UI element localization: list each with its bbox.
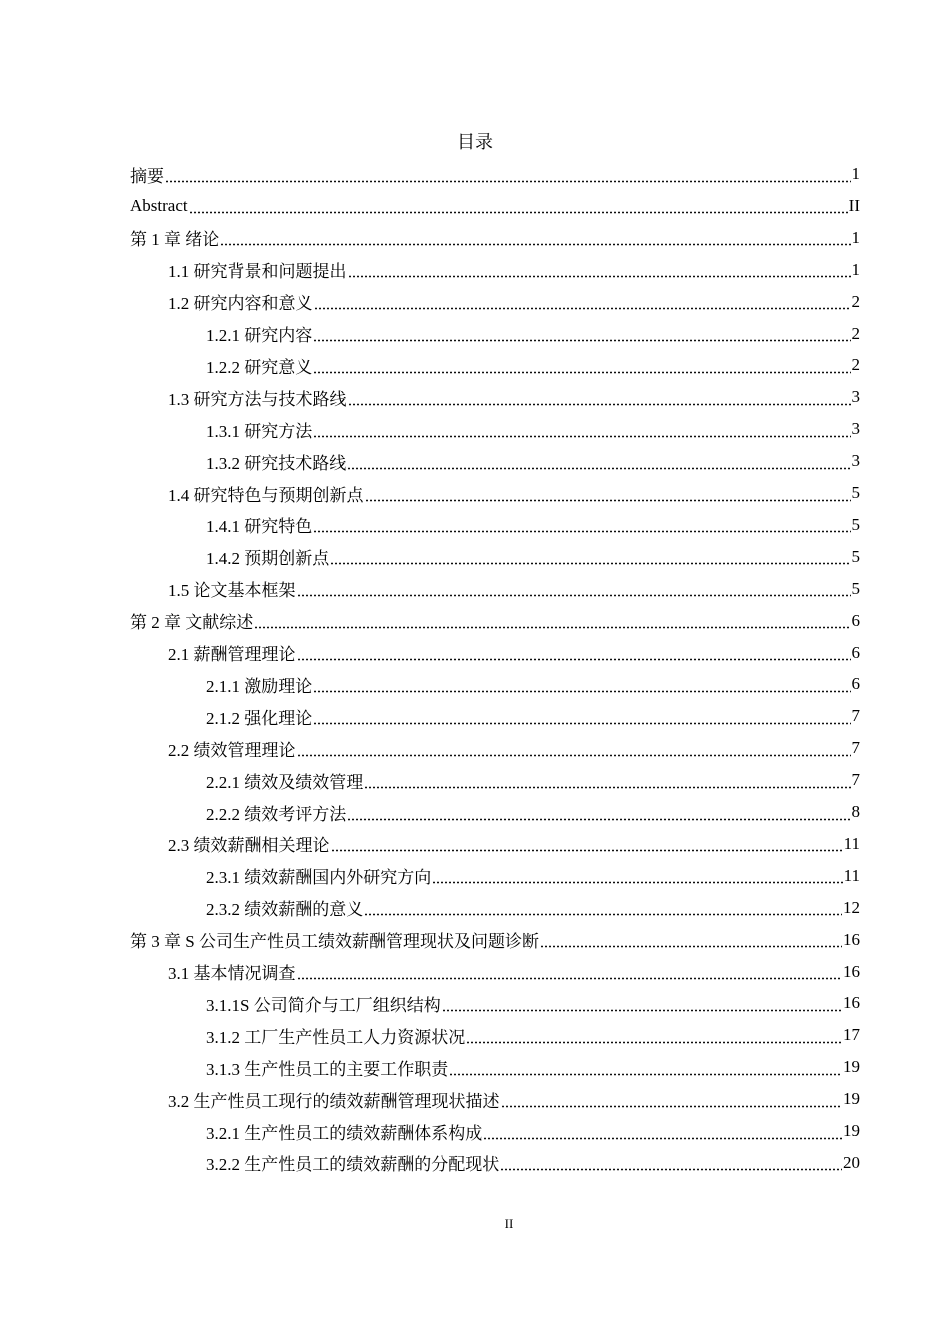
toc-entry-level-2[interactable] (168, 381, 860, 413)
toc-entry-page-number: II (848, 195, 860, 215)
toc-dot-leader (347, 453, 850, 470)
toc-dot-leader (313, 357, 850, 374)
toc-entry-title: 第 3 章 S 公司生产性员工绩效薪酬管理现状及问题诊断 (130, 932, 539, 952)
toc-entry-level-3[interactable] (206, 668, 860, 700)
toc-entry-title: 3.1.1S 公司简介与工厂组织结构 (206, 995, 441, 1015)
toc-dot-leader (330, 548, 850, 565)
toc-entry-page-number: 20 (843, 1152, 860, 1172)
toc-entry-title: 2.1.1 激励理论 (206, 676, 313, 696)
toc-entry-page-number: 8 (851, 802, 860, 821)
toc-entry-level-1[interactable] (130, 222, 860, 254)
toc-entry-level-1[interactable] (130, 924, 860, 956)
toc-entry-level-2[interactable] (168, 477, 860, 509)
toc-entry-page-number: 7 (851, 770, 860, 790)
toc-entry-title: 3.1 基本情况调查 (168, 964, 296, 983)
toc-dot-leader (165, 166, 851, 183)
toc-entry-page-number: 12 (843, 897, 860, 917)
toc-entry-page-number: 3 (851, 451, 860, 471)
toc-entry-title: 1.2.1 研究内容 (206, 326, 313, 345)
toc-entry-level-2[interactable] (168, 254, 860, 286)
toc-dot-leader (348, 261, 851, 278)
toc-entry-page-number: 5 (851, 483, 860, 502)
toc-dot-leader (313, 325, 850, 342)
toc-dot-leader (500, 1154, 842, 1171)
toc-entry-title: 3.2 生产性员工现行的绩效薪酬管理现状描述 (168, 1091, 500, 1111)
toc-entry-title: 1.3.2 研究技术路线 (206, 453, 347, 473)
toc-entry-page-number: 6 (851, 610, 860, 630)
toc-entry-page-number: 11 (843, 833, 860, 853)
toc-entry-page-number: 17 (843, 1025, 860, 1045)
toc-entry-level-3[interactable] (206, 509, 860, 541)
toc-entry-page-number: 5 (851, 578, 860, 598)
toc-entry-page-number: 19 (843, 1121, 860, 1140)
toc-dot-leader (313, 421, 850, 438)
toc-entry-page-number: 3 (851, 419, 860, 439)
toc-entry-level-3[interactable] (206, 318, 860, 350)
toc-entry-level-3[interactable] (206, 987, 860, 1019)
toc-entry-page-number: 2 (851, 355, 860, 375)
toc-entry-title: 2.2.1 绩效及绩效管理 (206, 772, 364, 792)
toc-entry-page-number: 2 (851, 291, 860, 311)
toc-dot-leader (189, 197, 848, 214)
toc-dot-leader (501, 1091, 843, 1108)
toc-dot-leader (442, 995, 842, 1012)
page-number-footer: II (504, 1216, 514, 1231)
toc-entry-title: 2.2 绩效管理理论 (168, 740, 296, 760)
toc-entry-title: 1.1 研究背景和问题提出 (168, 262, 347, 282)
toc-entry-page-number: 6 (851, 674, 860, 694)
toc-entry-page-number: 2 (851, 323, 860, 343)
toc-dot-leader (432, 867, 842, 884)
toc-dot-leader (297, 644, 851, 661)
toc-entry-level-3[interactable] (206, 860, 860, 892)
toc-entry-title: 摘要 (130, 166, 164, 186)
toc-entry-page-number: 16 (843, 993, 860, 1013)
toc-dot-leader (314, 293, 851, 310)
toc-entry-title: 1.4 研究特色与预期创新点 (168, 485, 364, 505)
toc-dot-leader (254, 612, 850, 629)
toc-entry-level-3[interactable] (206, 892, 860, 924)
toc-entry-level-2[interactable] (168, 956, 860, 988)
toc-entry-title: 3.2.1 生产性员工的绩效薪酬体系构成 (206, 1123, 483, 1143)
toc-dot-leader (466, 1027, 842, 1044)
toc-entry-level-2[interactable] (168, 732, 860, 764)
toc-entry-page-number: 5 (851, 514, 860, 534)
toc-dot-leader (297, 740, 851, 757)
toc-dot-leader (348, 389, 851, 406)
toc-entry-title: Abstract (130, 195, 188, 215)
toc-entry-page-number: 3 (851, 387, 860, 407)
toc-entry-level-3[interactable] (206, 1051, 860, 1083)
toc-entry-title: 1.2.2 研究意义 (206, 357, 313, 377)
toc-entry-level-1[interactable] (130, 190, 860, 222)
toc-entry-page-number: 19 (843, 1057, 860, 1077)
toc-entry-title: 1.5 论文基本框架 (168, 581, 296, 601)
toc-entry-title: 2.3.2 绩效薪酬的意义 (206, 900, 364, 920)
toc-entry-level-3[interactable] (206, 541, 860, 573)
toc-entry-level-3[interactable] (206, 413, 860, 445)
toc-entry-level-2[interactable] (168, 637, 860, 669)
toc-entry-level-3[interactable] (206, 1115, 860, 1147)
toc-entry-title: 1.3.1 研究方法 (206, 421, 313, 441)
toc-entry-page-number: 16 (843, 929, 860, 949)
toc-entry-title: 3.1.3 生产性员工的主要工作职责 (206, 1059, 449, 1079)
toc-entry-level-3[interactable] (206, 796, 860, 828)
toc-entry-title: 3.1.2 工厂生产性员工人力资源状况 (206, 1027, 466, 1047)
toc-dot-leader (365, 485, 851, 502)
toc-entry-level-2[interactable] (168, 828, 860, 860)
toc-entry-level-1[interactable] (130, 158, 860, 190)
toc-entry-title: 1.2 研究内容和意义 (168, 294, 313, 314)
toc-dot-leader (364, 899, 842, 916)
toc-entry-page-number: 19 (843, 1089, 860, 1109)
toc-entry-level-3[interactable] (206, 700, 860, 732)
toc-dot-leader (313, 676, 850, 693)
toc-dot-leader (331, 835, 843, 852)
toc-dot-leader (449, 1059, 842, 1076)
toc-dot-leader (297, 963, 843, 980)
toc-entry-title: 2.1 薪酬管理理论 (168, 645, 296, 664)
toc-entry-title: 2.3 绩效薪酬相关理论 (168, 836, 330, 856)
toc-entry-page-number: 16 (843, 961, 860, 981)
toc-entry-page-number: 5 (851, 546, 860, 566)
toc-entry-title: 1.4.1 研究特色 (206, 517, 313, 537)
toc-entry-level-3[interactable] (206, 764, 860, 796)
toc-entry-page-number: 1 (851, 227, 860, 247)
toc-dot-leader (483, 1123, 842, 1140)
toc-dot-leader (313, 708, 850, 725)
toc-entry-page-number: 7 (851, 738, 860, 758)
toc-entry-title: 3.2.2 生产性员工的绩效薪酬的分配现状 (206, 1155, 500, 1175)
toc-entry-level-3[interactable] (206, 1147, 860, 1179)
toc-entry-title: 第 2 章 文献综述 (130, 613, 254, 633)
toc-entry-level-2[interactable] (168, 286, 860, 318)
toc-dot-leader (347, 804, 850, 821)
page-title: 目录 (457, 132, 493, 152)
toc-entry-page-number: 11 (843, 865, 860, 885)
toc-entry-title: 1.3 研究方法与技术路线 (168, 389, 347, 409)
toc-dot-leader (297, 580, 851, 597)
toc-entry-level-2[interactable] (168, 573, 860, 605)
toc-entry-level-3[interactable] (206, 445, 860, 477)
toc-dot-leader (364, 772, 850, 789)
toc-entry-page-number: 1 (851, 164, 860, 183)
toc-dot-leader (540, 931, 842, 948)
toc-entry-title: 2.1.2 强化理论 (206, 708, 313, 728)
toc-entry-title: 2.3.1 绩效薪酬国内外研究方向 (206, 868, 432, 888)
toc-entry-title: 1.4.2 预期创新点 (206, 549, 330, 569)
toc-entry-page-number: 7 (851, 706, 860, 726)
toc-entry-level-2[interactable] (168, 1083, 860, 1115)
toc-dot-leader (220, 229, 850, 246)
toc-entry-title: 第 1 章 绪论 (130, 230, 220, 250)
toc-entry-level-3[interactable] (206, 349, 860, 381)
toc-entry-page-number: 1 (851, 259, 860, 279)
toc-entry-level-1[interactable] (130, 605, 860, 637)
toc-entry-level-3[interactable] (206, 1019, 860, 1051)
toc-dot-leader (313, 516, 850, 533)
toc-entry-page-number: 6 (851, 642, 860, 662)
toc-entry-title: 2.2.2 绩效考评方法 (206, 804, 347, 824)
